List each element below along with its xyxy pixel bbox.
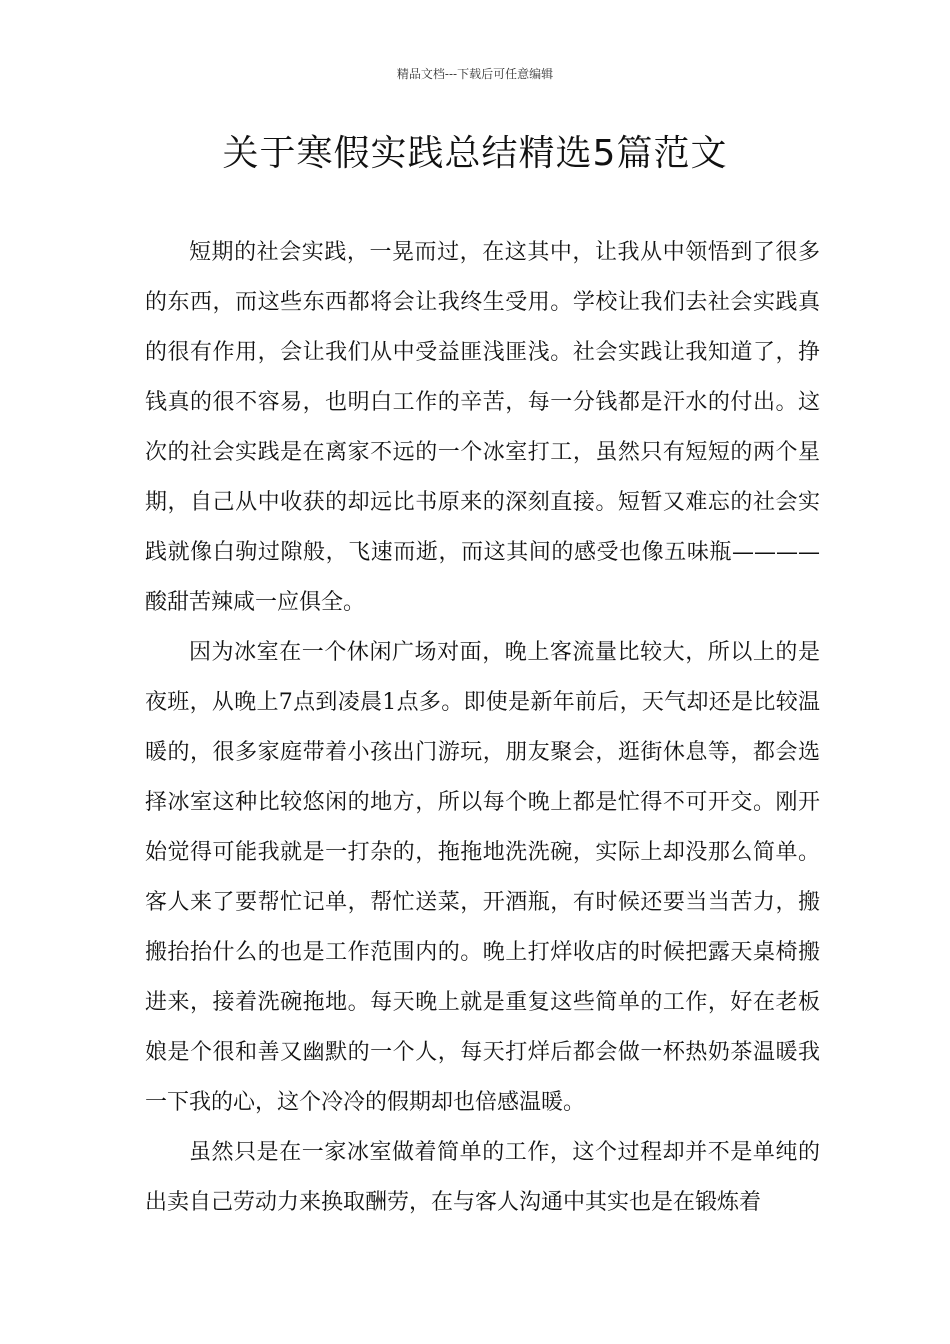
document-title: 关于寒假实践总结精选5篇范文 [222, 133, 728, 174]
header-note: 精品文档---下载后可任意编辑 [396, 67, 554, 81]
paragraph: 因为冰室在一个休闲广场对面，晚上客流量比较大，所以上的是夜班，从晚上7点到凌晨1点多。即使是新年前后，天气却还是比较温暖的，很多家庭带着小孩出门游玩，朋友聚会，逛街休息等，都会选择冰室这种比较悠闲的地方，所以每个晚上都是忙得不可开交。刚开始觉得可能我就是一打杂的，拖拖地洗洗碗，实际上却没那么简单。客人来了要帮忙记单，帮忙送菜，开酒瓶，有时候还要当当苦力，搬搬抬抬什么的也是工作范围内的。晚上打烊收店的时候把露天桌椅搬进来，接着洗碗拖地。每天晚上就是重复这些简单的工作，好在老板娘是个很和善又幽默的一个人，每天打烊后都会做一杯热奶茶温暖我一下我的心，这个冷冷的假期却也倍感温暖。 [145, 640, 820, 1115]
document-body [145, 228, 820, 1228]
paragraph: 短期的社会实践，一晃而过，在这其中，让我从中领悟到了很多的东西，而这些东西都将会让我终生受用。学校让我们去社会实践真的很有作用，会让我们从中受益匪浅匪浅。社会实践让我知道了，挣钱真的很不容易，也明白工作的辛苦，每一分钱都是汗水的付出。这次的社会实践是在离家不远的一个冰室打工，虽然只有短短的两个星期，自己从中收获的却远比书原来的深刻直接。短暂又难忘的社会实践就像白驹过隙般，飞速而逝，而这其间的感受也像五味瓶————酸甜苦辣咸一应俱全。 [145, 240, 820, 615]
paragraph: 虽然只是在一家冰室做着简单的工作，这个过程却并不是单纯的出卖自己劳动力来换取酬劳，在与客人沟通中其实也是在锻炼着 [145, 1140, 820, 1215]
